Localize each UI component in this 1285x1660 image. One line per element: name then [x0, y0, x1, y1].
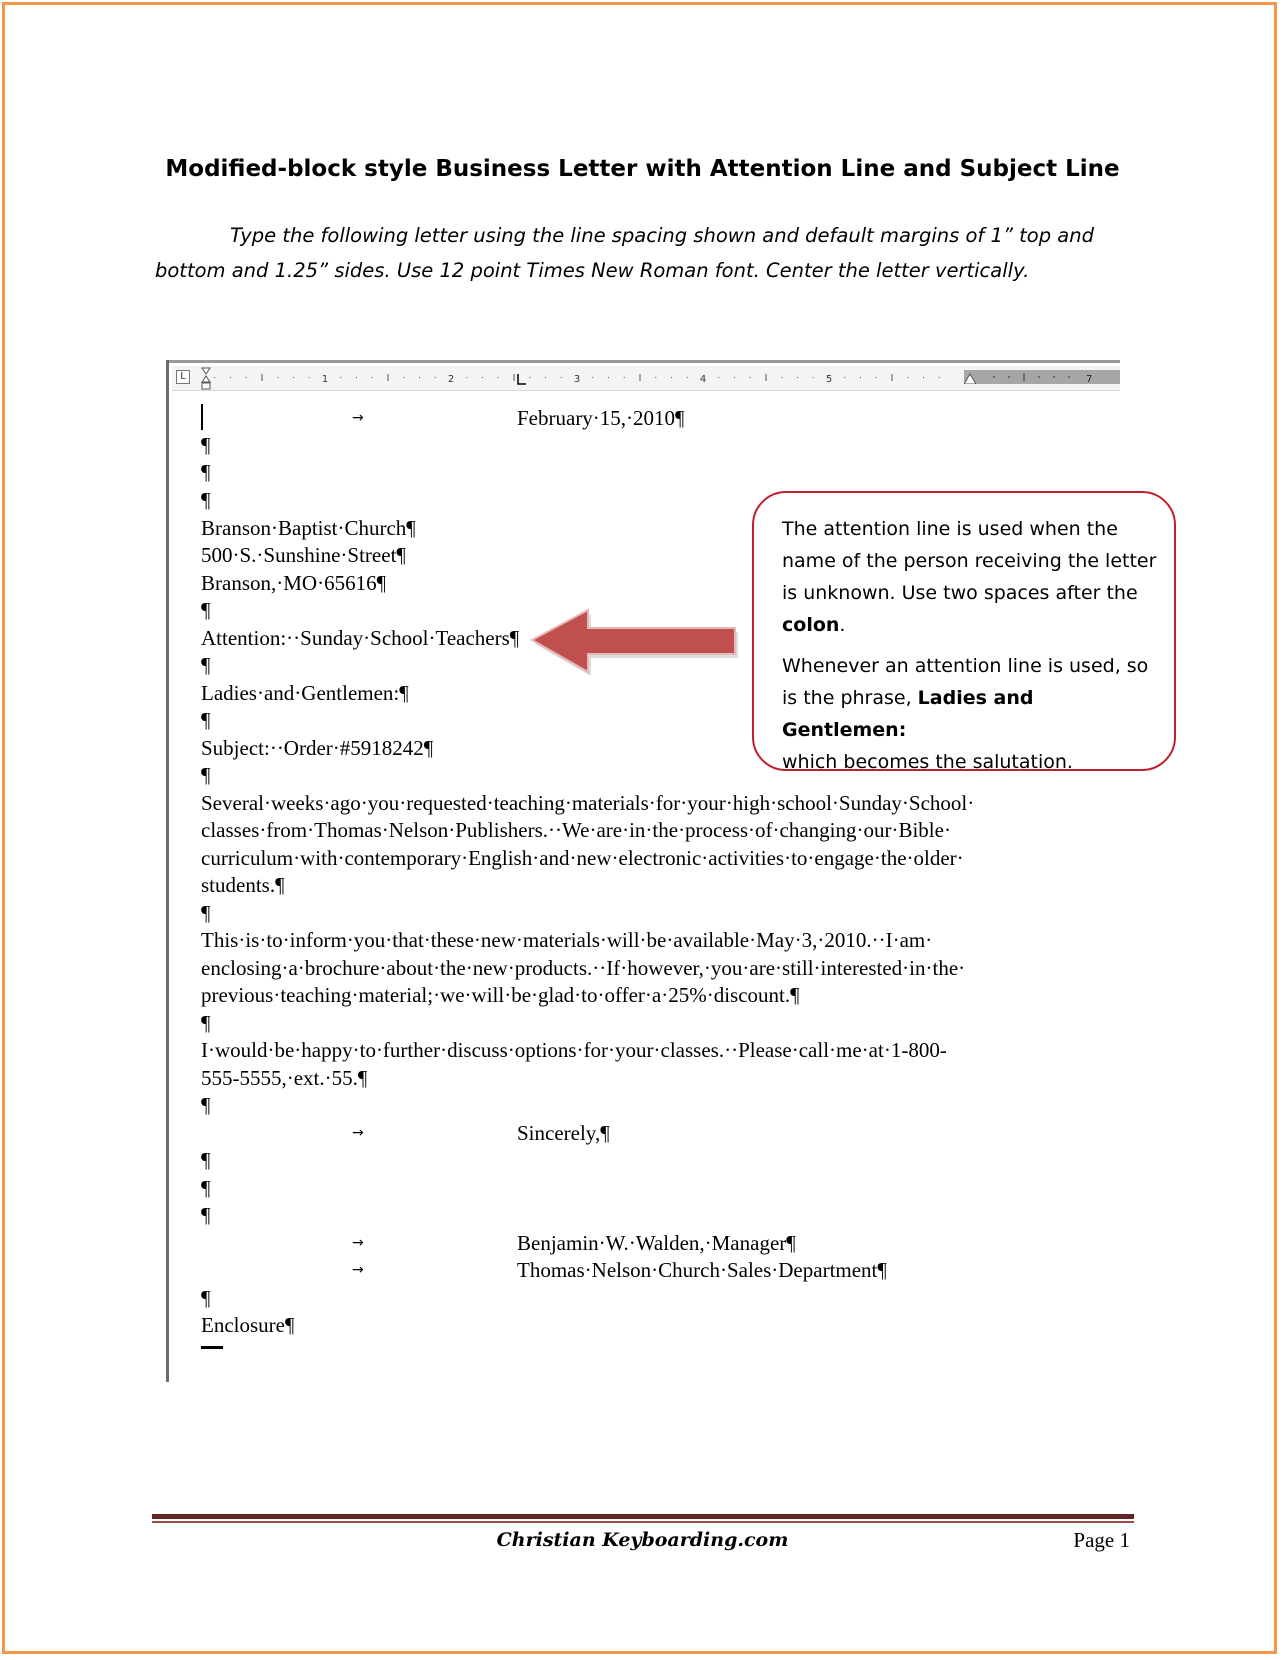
- empty-paragraph: ¶: [201, 653, 211, 677]
- body-paragraph-line[interactable]: This·is·to·inform·you·that·these·new·materials·will·be·available·May·3,·2010.··I·am·: [201, 928, 933, 952]
- tab-arrow-icon: →: [352, 1262, 364, 1278]
- footer-rule: [152, 1514, 1134, 1519]
- instructions: Type the following letter using the line spacing shown and default margins of 1” top and bottom and 1.25” sides. Use 12 point Times New Roman font. Center the letter vertically.: [155, 224, 1094, 282]
- ruler-right-margin: [964, 370, 1120, 384]
- body-paragraph-line[interactable]: curriculum·with·contemporary·English·and·new·electronic·activities·to·engage·the·older·: [201, 846, 964, 870]
- ruler-number: 4: [699, 374, 707, 385]
- tab-arrow-icon: →: [352, 1125, 364, 1141]
- hanging-indent-marker[interactable]: [202, 376, 210, 382]
- end-of-document-marker: [201, 1346, 223, 1349]
- body-paragraph-line[interactable]: I·would·be·happy·to·further·discuss·options·for·your·classes.··Please·call·me·at·1-800-: [201, 1038, 947, 1062]
- tab-stop-marker[interactable]: [518, 374, 526, 384]
- empty-paragraph: ¶: [201, 1176, 211, 1200]
- tab-selector-button[interactable]: L: [176, 370, 190, 384]
- signer-name[interactable]: Benjamin·W.·Walden,·Manager¶: [517, 1231, 796, 1255]
- empty-paragraph: ¶: [201, 433, 211, 457]
- inside-address-line[interactable]: 500·S.·Sunshine·Street¶: [201, 543, 406, 567]
- ruler-number: 2: [447, 374, 455, 385]
- body-paragraph-line[interactable]: previous·teaching·material;·we·will·be·glad·to·offer·a·25%·discount.¶: [201, 983, 800, 1007]
- tab-arrow-icon: →: [352, 410, 364, 426]
- salutation-line[interactable]: Ladies·and·Gentlemen:¶: [201, 681, 409, 705]
- empty-paragraph: ¶: [201, 460, 211, 484]
- signer-department[interactable]: Thomas·Nelson·Church·Sales·Department¶: [517, 1258, 887, 1282]
- empty-paragraph: ¶: [201, 1148, 211, 1172]
- tab-arrow-icon: →: [352, 1235, 364, 1251]
- left-arrow-icon: [530, 608, 740, 688]
- enclosure-notation[interactable]: Enclosure¶: [201, 1313, 295, 1337]
- empty-paragraph: ¶: [201, 1203, 211, 1227]
- left-indent-marker[interactable]: [202, 383, 210, 389]
- letter-date[interactable]: February·15,·2010¶: [517, 406, 685, 430]
- empty-paragraph: ¶: [201, 1286, 211, 1310]
- ruler-number: 3: [573, 374, 581, 385]
- body-paragraph-line[interactable]: students.¶: [201, 873, 285, 897]
- document-left-edge: [166, 360, 169, 1382]
- callout-paragraph-2: Whenever an attention line is used, so is the phrase, Ladies and Gentlemen: which becomes the salutation.: [782, 655, 1149, 773]
- callout-paragraph-1: The attention line is used when the name of the person receiving the letter is unknown. Use two spaces after the colon.: [782, 518, 1157, 636]
- inside-address-line[interactable]: Branson,·MO·65616¶: [201, 571, 387, 595]
- empty-paragraph: ¶: [201, 488, 211, 512]
- ruler-number: 7: [1086, 374, 1093, 384]
- body-paragraph-line[interactable]: 555-5555,·ext.·55.¶: [201, 1066, 368, 1090]
- right-indent-marker[interactable]: [964, 374, 976, 384]
- document-top-edge: [166, 360, 1120, 363]
- empty-paragraph: ¶: [201, 901, 211, 925]
- page-number: Page 1: [1073, 1528, 1130, 1552]
- empty-paragraph: ¶: [201, 598, 211, 622]
- complimentary-close[interactable]: Sincerely,¶: [517, 1121, 610, 1145]
- empty-paragraph: ¶: [201, 763, 211, 787]
- attention-line-callout: [752, 491, 1176, 771]
- inside-address-line[interactable]: Branson·Baptist·Church¶: [201, 516, 416, 540]
- attention-line[interactable]: Attention:··Sunday·School·Teachers¶: [201, 626, 520, 650]
- footer-site-name: Christian Keyboarding.com: [496, 1529, 789, 1551]
- empty-paragraph: ¶: [201, 708, 211, 732]
- subject-line[interactable]: Subject:··Order·#5918242¶: [201, 736, 434, 760]
- body-paragraph-line[interactable]: Several·weeks·ago·you·requested·teaching·materials·for·your·high·school·Sunday·School·: [201, 791, 975, 815]
- empty-paragraph: ¶: [201, 1011, 211, 1035]
- first-line-indent-marker[interactable]: [202, 368, 210, 374]
- ruler-number: 5: [825, 374, 833, 385]
- page-title: Modified-block style Business Letter with Attention Line and Subject Line: [165, 156, 1120, 182]
- body-paragraph-line[interactable]: enclosing·a·brochure·about·the·new·products.··If·however,·you·are·still·interested·in·the·: [201, 956, 966, 980]
- ruler-number: 1: [321, 374, 329, 385]
- footer-rule-thin: [152, 1521, 1134, 1523]
- body-paragraph-line[interactable]: classes·from·Thomas·Nelson·Publishers.··We·are·in·the·process·of·changing·our·Bible·: [201, 818, 951, 842]
- text-cursor: [201, 404, 203, 430]
- empty-paragraph: ¶: [201, 1093, 211, 1117]
